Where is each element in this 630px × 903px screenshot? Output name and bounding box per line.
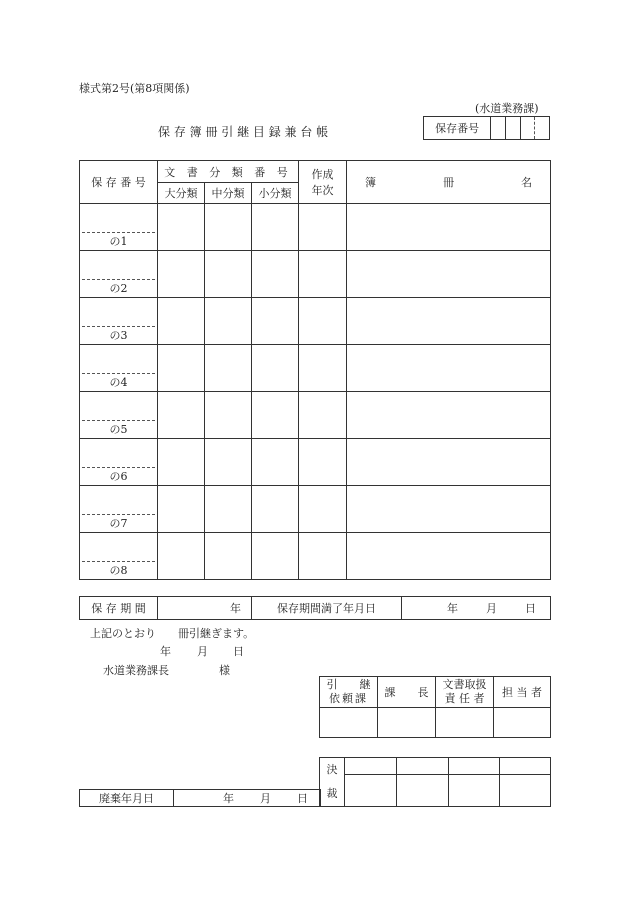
sakusei-nenji-cell[interactable] bbox=[299, 251, 347, 298]
col-hozon-bango: 保 存 番 号 bbox=[80, 161, 158, 204]
hozon-bango-upper bbox=[82, 251, 155, 280]
disposal-table bbox=[79, 789, 321, 807]
hikitsugi-irai-ka: 引 継 依頼課 bbox=[320, 677, 378, 708]
dai-bunrui-cell[interactable] bbox=[158, 298, 205, 345]
hozon-bango-box bbox=[423, 116, 550, 140]
row-suffix: の8 bbox=[109, 564, 128, 577]
sakusei-nenji-cell[interactable] bbox=[299, 392, 347, 439]
kacho-label: 課 長 bbox=[378, 677, 436, 708]
hozon-kikan-label: 保 存 期 間 bbox=[80, 597, 158, 620]
bosatsu-mei-cell[interactable] bbox=[347, 345, 551, 392]
hozon-bango-digit[interactable] bbox=[521, 117, 535, 140]
sho-bunrui-cell[interactable] bbox=[252, 439, 299, 486]
kessai-head-cell bbox=[397, 758, 449, 775]
notice-date-year: 年 bbox=[160, 645, 171, 658]
hozon-bango-cell[interactable] bbox=[80, 533, 158, 580]
table-row bbox=[80, 251, 551, 298]
dai-bunrui-cell[interactable] bbox=[158, 486, 205, 533]
bosatsu-mei-cell[interactable] bbox=[347, 392, 551, 439]
dai-bunrui-cell[interactable] bbox=[158, 251, 205, 298]
row-suffix: の3 bbox=[109, 329, 128, 342]
hozon-bango-digit[interactable] bbox=[491, 117, 506, 140]
form-number: 様式第2号(第8項関係) bbox=[79, 82, 190, 95]
notice-date-month: 月 bbox=[197, 645, 208, 658]
chu-bunrui-cell[interactable] bbox=[205, 392, 252, 439]
department-label: (水道業務課) bbox=[475, 102, 539, 115]
hozon-bango-cell[interactable] bbox=[80, 298, 158, 345]
chu-bunrui-cell[interactable] bbox=[205, 533, 252, 580]
kessai-seal-cell[interactable] bbox=[449, 774, 500, 806]
approval-table bbox=[319, 676, 551, 738]
kessai-seal-cell[interactable] bbox=[345, 774, 397, 806]
approval-seal-cell[interactable] bbox=[494, 708, 551, 738]
chu-bunrui-cell[interactable] bbox=[205, 251, 252, 298]
kessai-head-cell bbox=[449, 758, 500, 775]
chu-bunrui-cell[interactable] bbox=[205, 345, 252, 392]
chu-bunrui-cell[interactable] bbox=[205, 486, 252, 533]
hozon-bango-cell[interactable] bbox=[80, 204, 158, 251]
sho-bunrui-cell[interactable] bbox=[252, 486, 299, 533]
bosatsu-mei-cell[interactable] bbox=[347, 533, 551, 580]
hozon-bango-cell[interactable] bbox=[80, 439, 158, 486]
row-suffix: の6 bbox=[109, 470, 128, 483]
row-suffix: の7 bbox=[109, 517, 128, 530]
addressee: 水道業務課長 bbox=[103, 664, 169, 677]
table-row bbox=[80, 345, 551, 392]
hozon-bango-cell[interactable] bbox=[80, 345, 158, 392]
bosatsu-mei-cell[interactable] bbox=[347, 251, 551, 298]
col-bunsho-bunrui: 文 書 分 類 番 号 bbox=[158, 161, 299, 183]
chu-bunrui-cell[interactable] bbox=[205, 298, 252, 345]
table-row bbox=[80, 439, 551, 486]
approval-seal-cell[interactable] bbox=[436, 708, 494, 738]
disposal-date[interactable]: 年 月 日 bbox=[174, 790, 321, 807]
hozon-bango-cell[interactable] bbox=[80, 251, 158, 298]
bosatsu-mei-cell[interactable] bbox=[347, 204, 551, 251]
col-dai-bunrui: 大分類 bbox=[158, 183, 205, 204]
bunsho-toriatsukai: 文書取扱 責 任 者 bbox=[436, 677, 494, 708]
table-row bbox=[80, 392, 551, 439]
approval-seal-cell[interactable] bbox=[378, 708, 436, 738]
hozon-bango-upper bbox=[82, 345, 155, 374]
sho-bunrui-cell[interactable] bbox=[252, 251, 299, 298]
dai-bunrui-cell[interactable] bbox=[158, 204, 205, 251]
kessai-table bbox=[319, 757, 551, 807]
dai-bunrui-cell[interactable] bbox=[158, 439, 205, 486]
bosatsu-mei-cell[interactable] bbox=[347, 486, 551, 533]
table-row bbox=[80, 204, 551, 251]
hozon-bango-upper bbox=[82, 298, 155, 327]
sakusei-nenji-cell[interactable] bbox=[299, 345, 347, 392]
main-table bbox=[79, 160, 551, 580]
approval-seal-cell[interactable] bbox=[320, 708, 378, 738]
hozon-bango-upper bbox=[82, 486, 155, 515]
col-chu-bunrui: 中分類 bbox=[205, 183, 252, 204]
sakusei-nenji-cell[interactable] bbox=[299, 204, 347, 251]
sho-bunrui-cell[interactable] bbox=[252, 533, 299, 580]
expire-label: 保存期間満了年月日 bbox=[252, 597, 402, 620]
period-table bbox=[79, 596, 551, 620]
sakusei-nenji-cell[interactable] bbox=[299, 439, 347, 486]
row-suffix: の1 bbox=[109, 235, 128, 248]
sakusei-nenji-cell[interactable] bbox=[299, 486, 347, 533]
col-sakusei-nenji: 作成 年次 bbox=[299, 161, 347, 204]
sho-bunrui-cell[interactable] bbox=[252, 345, 299, 392]
col-bosatsu-mei: 簿 冊 名 bbox=[347, 161, 551, 204]
hozon-bango-cell[interactable] bbox=[80, 392, 158, 439]
sho-bunrui-cell[interactable] bbox=[252, 204, 299, 251]
hozon-bango-label: 保存番号 bbox=[424, 117, 491, 140]
tanto-sha: 担 当 者 bbox=[494, 677, 551, 708]
kessai-head-cell bbox=[345, 758, 397, 775]
expire-date[interactable]: 年 月 日 bbox=[402, 597, 551, 620]
notice-text: 上記のとおり 冊引継ぎます。 bbox=[90, 627, 255, 640]
kessai-head-cell bbox=[500, 758, 551, 775]
sakusei-nenji-cell[interactable] bbox=[299, 533, 347, 580]
sho-bunrui-cell[interactable] bbox=[252, 298, 299, 345]
col-sho-bunrui: 小分類 bbox=[252, 183, 299, 204]
kessai-label: 決 裁 bbox=[320, 758, 345, 807]
bosatsu-mei-cell[interactable] bbox=[347, 439, 551, 486]
sakusei-nenji-cell[interactable] bbox=[299, 298, 347, 345]
hozon-kikan-year[interactable]: 年 bbox=[158, 597, 252, 620]
addressee-sama: 様 bbox=[219, 664, 230, 677]
row-suffix: の4 bbox=[109, 376, 128, 389]
hozon-bango-upper bbox=[82, 204, 155, 233]
disposal-label: 廃棄年月日 bbox=[80, 790, 174, 807]
bosatsu-mei-cell[interactable] bbox=[347, 298, 551, 345]
kessai-seal-cell[interactable] bbox=[500, 774, 551, 806]
hozon-bango-upper bbox=[82, 392, 155, 421]
hozon-bango-upper bbox=[82, 533, 155, 562]
row-suffix: の5 bbox=[109, 423, 128, 436]
dai-bunrui-cell[interactable] bbox=[158, 533, 205, 580]
hozon-bango-upper bbox=[82, 439, 155, 468]
hozon-bango-digit[interactable] bbox=[535, 117, 550, 140]
table-row bbox=[80, 533, 551, 580]
kessai-seal-cell[interactable] bbox=[397, 774, 449, 806]
dai-bunrui-cell[interactable] bbox=[158, 392, 205, 439]
sho-bunrui-cell[interactable] bbox=[252, 392, 299, 439]
document-title: 保 存 簿 冊 引 継 目 録 兼 台 帳 bbox=[158, 125, 329, 139]
row-suffix: の2 bbox=[109, 282, 128, 295]
table-row bbox=[80, 486, 551, 533]
chu-bunrui-cell[interactable] bbox=[205, 439, 252, 486]
hozon-bango-digit[interactable] bbox=[506, 117, 521, 140]
chu-bunrui-cell[interactable] bbox=[205, 204, 252, 251]
dai-bunrui-cell[interactable] bbox=[158, 345, 205, 392]
hozon-bango-cell[interactable] bbox=[80, 486, 158, 533]
notice-date-day: 日 bbox=[233, 645, 244, 658]
table-row bbox=[80, 298, 551, 345]
